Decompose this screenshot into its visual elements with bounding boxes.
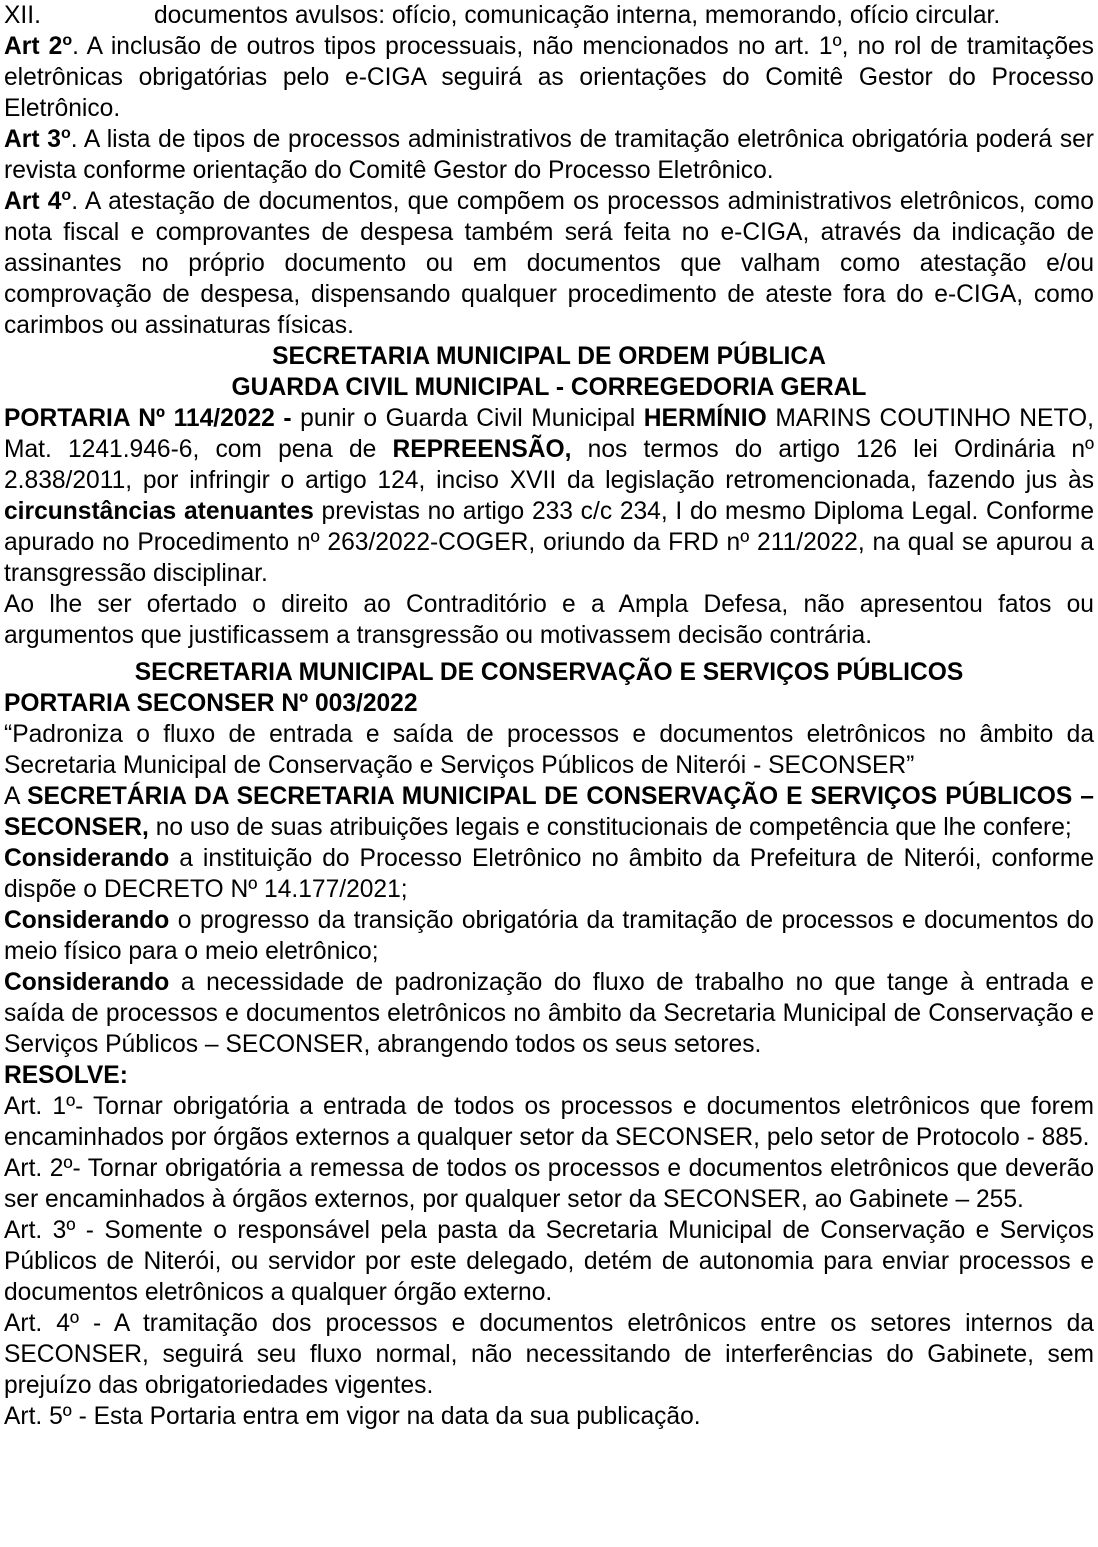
portaria-seconser-title: PORTARIA SECONSER Nº 003/2022 [4, 690, 418, 717]
seconser-article-3: Art. 3º - Somente o responsável pela pasta da Secretaria Municipal de Conservação e Serviços Públicos de Niterói, ou servidor por este delegado, detém de autonomia para enviar processos e documentos eletrônicos a qualquer órgão externo. [4, 1217, 1094, 1306]
considerando-2: Considerando o progresso da transição obrigatória da tramitação de processos e documentos do meio físico para o meio eletrônico; [4, 907, 1094, 965]
seconser-article-2: Art. 2º- Tornar obrigatória a remessa de todos os processos e documentos eletrônicos que deverão ser encaminhados à órgãos externos, por qualquer setor da SECONSER, ao Gabinete – 255. [4, 1155, 1094, 1213]
inciso-text: documentos avulsos: ofício, comunicação interna, memorando, ofício circular. [154, 2, 1001, 29]
defense-paragraph: Ao lhe ser ofertado o direito ao Contraditório e a Ampla Defesa, não apresentou fatos ou argumentos que justificassem a transgressão ou motivassem decisão contrária. [4, 591, 1094, 649]
mitigating-circumstances: circunstâncias atenuantes [4, 498, 314, 525]
inciso-xii [4, 0, 1094, 31]
considerando-1: Considerando a instituição do Processo Eletrônico no âmbito da Prefeitura de Niterói, conforme dispõe o DECRETO Nº 14.177/2021; [4, 845, 1094, 903]
section-heading-conservacao: SECRETARIA MUNICIPAL DE CONSERVAÇÃO E SERVIÇOS PÚBLICOS [134, 659, 964, 686]
intro-paragraph: A SECRETÁRIA DA SECRETARIA MUNICIPAL DE CONSERVAÇÃO E SERVIÇOS PÚBLICOS – SECONSER, no uso de suas atribuições legais e constitucionais de competência que lhe confere; [4, 783, 1094, 841]
officer-name: HERMÍNIO [643, 405, 767, 432]
article-4-text: . A atestação de documentos, que compõem os processos administrativos eletrônicos, como nota fiscal e comprovantes de despesa também será feita no e-CIGA, através da indicação de assinantes no próprio documento ou em documentos que valham como atestação e/ou comprovação de despesa, dispensando qualquer procedimento de ateste fora do e-CIGA, como carimbos ou assinaturas físicas. [4, 188, 1094, 339]
inciso-number: XII. [4, 2, 41, 29]
article-3-paragraph [4, 124, 1094, 186]
article-2-text: . A inclusão de outros tipos processuais, não mencionados no art. 1º, no rol de tramitações eletrônicas obrigatórias pelo e-CIGA seguirá as orientações do Comitê Gestor do Processo Eletrônico. [4, 33, 1094, 122]
penalty: REPREENSÃO, [392, 436, 572, 463]
portaria-114-label: PORTARIA Nº 114/2022 - [4, 405, 292, 432]
ementa: “Padroniza o fluxo de entrada e saída de processos e documentos eletrônicos no âmbito da Secretaria Municipal de Conservação e Serviços Públicos de Niterói - SECONSER” [4, 721, 1094, 779]
section-heading-ordem-publica: SECRETARIA MUNICIPAL DE ORDEM PÚBLICA [272, 343, 826, 370]
considerando-3: Considerando a necessidade de padronização do fluxo de trabalho no que tange à entrada e saída de processos e documentos eletrônicos no âmbito da Secretaria Municipal de Conservação e Serviços Públicos – SECONSER, abrangendo todos os seus setores. [4, 969, 1094, 1058]
article-3-label: Art 3$^o$ [4, 125, 71, 153]
article-2-label: Art 2$^o$ [4, 32, 73, 60]
article-2-paragraph [4, 31, 1094, 124]
article-4-paragraph [4, 186, 1094, 341]
secretary-title: SECRETÁRIA DA SECRETARIA MUNICIPAL DE CONSERVAÇÃO E SERVIÇOS PÚBLICOS – SECONSER, [4, 783, 1094, 841]
seconser-article-1: Art. 1º- Tornar obrigatória a entrada de todos os processos e documentos eletrônicos que forem encaminhados por órgãos externos a qualquer setor da SECONSER, pelo setor de Protocolo - 885. [4, 1093, 1094, 1151]
seconser-article-4: Art. 4º - A tramitação dos processos e documentos eletrônicos entre os setores internos da SECONSER, seguirá seu fluxo normal, não necessitando de interferências do Gabinete, sem prejuízo das obrigatoriedades vigentes. [4, 1310, 1094, 1399]
seconser-article-5: Art. 5º - Esta Portaria entra em vigor na data da sua publicação. [4, 1403, 701, 1430]
article-3-text: . A lista de tipos de processos administrativos de tramitação eletrônica obrigatória poderá ser revista conforme orientação do Comitê Gestor do Processo Eletrônico. [4, 126, 1094, 184]
section-subheading-guarda-civil: GUARDA CIVIL MUNICIPAL - CORREGEDORIA GERAL [231, 374, 867, 401]
resolve-heading: RESOLVE: [4, 1062, 128, 1089]
article-4-label: Art 4$^o$ [4, 187, 72, 215]
portaria-114-paragraph: PORTARIA Nº 114/2022 - punir o Guarda Civil Municipal HERMÍNIO MARINS COUTINHO NETO, Mat. 1241.946-6, com pena de REPREENSÃO, nos termos do artigo 126 lei Ordinária nº 2.838/2011, por infringir o artigo 124, inciso XVII da legislação retromencionada, fazendo jus às circunstâncias atenuantes previstas no artigo 233 c/c 234, I do mesmo Diploma Legal. Conforme apurado no Procedimento nº 263/2022-COGER, oriundo da FRD nº 211/2022, na qual se apurou a transgressão disciplinar. [4, 405, 1094, 587]
